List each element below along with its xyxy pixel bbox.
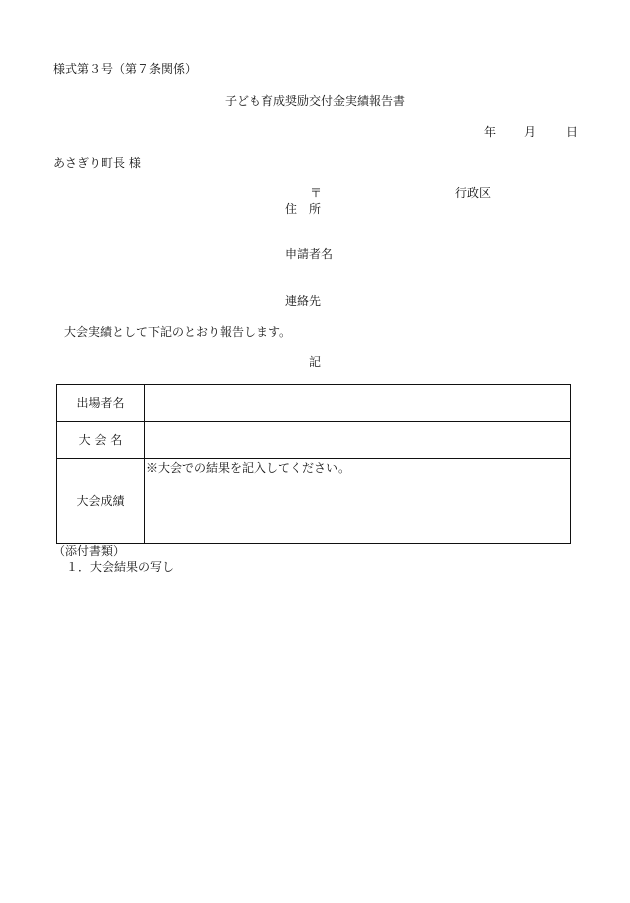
form-number: 様式第３号（第７条関係） — [53, 62, 198, 76]
contact-label: 連絡先 — [285, 294, 322, 308]
participant-field[interactable] — [145, 385, 571, 422]
participant-label: 出場者名 — [57, 385, 145, 422]
table-row — [57, 385, 571, 422]
date-day-label: 日 — [566, 125, 579, 139]
applicant-name-label: 申請者名 — [285, 247, 334, 261]
results-table — [56, 384, 571, 544]
tournament-name-label: 大 会 名 — [57, 422, 145, 459]
tournament-name-field[interactable] — [145, 422, 571, 459]
attachment-item: １．大会結果の写し — [66, 560, 175, 574]
address-label: 住 所 — [285, 202, 322, 216]
ki-heading: 記 — [308, 355, 321, 369]
tournament-result-field[interactable]: ※大会での結果を記入してください。 — [145, 459, 571, 544]
recipient: あさぎり町長 様 — [53, 156, 141, 170]
date-month-label: 月 — [524, 125, 537, 139]
date-year-label: 年 — [484, 125, 497, 139]
district-label: 行政区 — [455, 186, 492, 200]
table-row — [57, 459, 571, 544]
report-sentence: 大会実績として下記のとおり報告します。 — [64, 325, 292, 339]
attachments-title: （添付書類） — [53, 544, 126, 558]
postal-mark: 〒 — [310, 186, 323, 200]
table-row — [57, 422, 571, 459]
document-title: 子ども育成奨励交付金実績報告書 — [224, 94, 405, 108]
tournament-result-label: 大会成績 — [57, 459, 145, 544]
